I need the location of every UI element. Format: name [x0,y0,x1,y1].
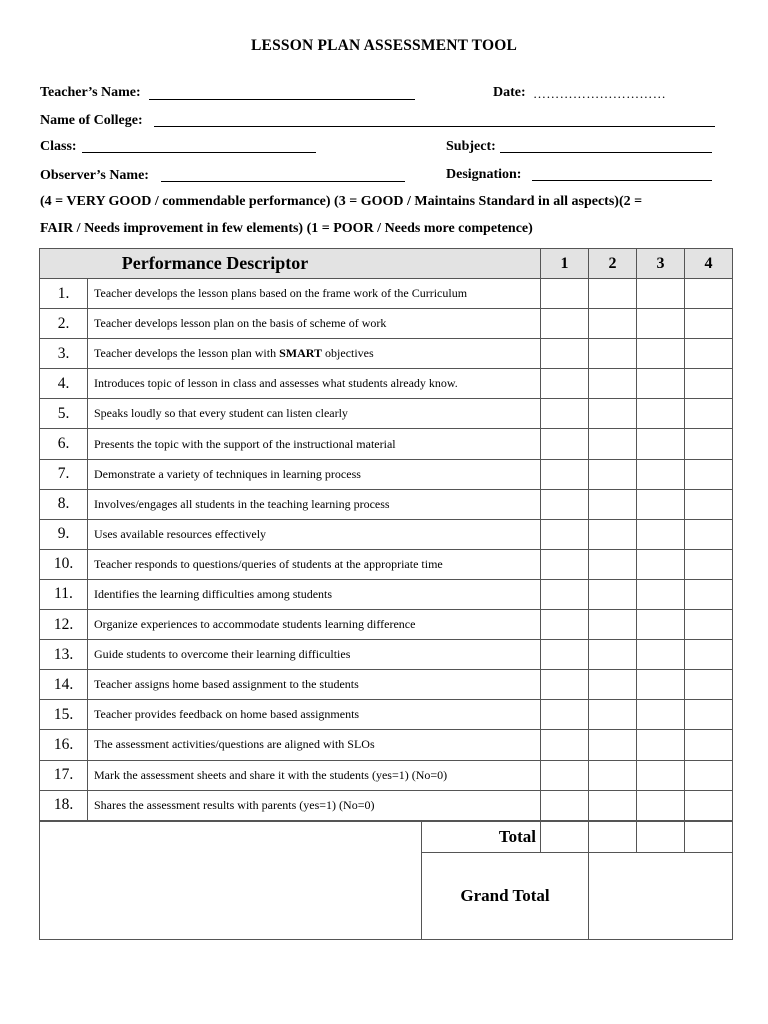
comments-box[interactable] [40,822,422,940]
table-row [40,489,733,519]
score-cell-4[interactable] [685,429,733,459]
row-number: 16. [40,730,88,760]
row-number: 13. [40,640,88,670]
row-descriptor: Teacher provides feedback on home based assignments [88,700,541,730]
score-cell-2[interactable] [589,309,637,339]
score-cell-2[interactable] [589,579,637,609]
score-cell-2[interactable] [589,489,637,519]
score-cell-3[interactable] [637,700,685,730]
row-descriptor [88,339,541,369]
score-cell-3[interactable] [637,519,685,549]
row-descriptor: Teacher develops lesson plan on the basis of scheme of work [88,309,541,339]
score-cell-1[interactable] [541,459,589,489]
score-cell-4[interactable] [685,459,733,489]
score-cell-4[interactable] [685,279,733,309]
score-cell-3[interactable] [637,579,685,609]
assessment-table [39,248,733,821]
score-cell-1[interactable] [541,429,589,459]
class-field[interactable] [82,152,316,153]
observer-name-field[interactable] [161,181,405,182]
row-number: 10. [40,549,88,579]
date-label: Date: [493,85,526,100]
score-cell-3[interactable] [637,369,685,399]
score-cell-1[interactable] [541,309,589,339]
designation-field[interactable] [532,180,712,181]
table-header-row [40,249,733,279]
score-cell-2[interactable] [589,549,637,579]
score-cell-3[interactable] [637,399,685,429]
score-cell-1[interactable] [541,790,589,820]
row-descriptor: Uses available resources effectively [88,519,541,549]
score-cell-1[interactable] [541,700,589,730]
score-cell-4[interactable] [685,489,733,519]
score-cell-1[interactable] [541,489,589,519]
row-descriptor: Presents the topic with the support of the instructional material [88,429,541,459]
designation-label: Designation: [446,167,522,182]
class-label: Class: [40,139,77,154]
score-cell-2[interactable] [589,279,637,309]
table-row [40,279,733,309]
table-row [40,670,733,700]
row-descriptor: Teacher responds to questions/queries of students at the appropriate time [88,549,541,579]
score-cell-3[interactable] [637,610,685,640]
row-descriptor: Involves/engages all students in the teaching learning process [88,489,541,519]
score-cell-4[interactable] [685,640,733,670]
table-row [40,790,733,820]
college-field[interactable] [154,126,715,127]
score-cell-3[interactable] [637,549,685,579]
score-cell-3[interactable] [637,339,685,369]
table-row [40,610,733,640]
row-number: 18. [40,790,88,820]
total-row [40,822,733,853]
table-row [40,369,733,399]
score-cell-2[interactable] [589,640,637,670]
row-number: 17. [40,760,88,790]
score-cell-2[interactable] [589,519,637,549]
row-descriptor: Introduces topic of lesson in class and assesses what students already know. [88,369,541,399]
subject-field[interactable] [500,152,712,153]
row-number: 1. [40,279,88,309]
row-number: 4. [40,369,88,399]
teacher-name-field[interactable] [149,99,415,100]
score-cell-1[interactable] [541,369,589,399]
table-row [40,339,733,369]
table-row [40,399,733,429]
score-cell-4[interactable] [685,700,733,730]
row-descriptor: Guide students to overcome their learning difficulties [88,640,541,670]
score-cell-4[interactable] [685,670,733,700]
score-cell-3[interactable] [637,790,685,820]
score-cell-3[interactable] [637,279,685,309]
score-header-3: 3 [637,249,685,279]
score-header-2: 2 [589,249,637,279]
table-row [40,519,733,549]
score-cell-2[interactable] [589,700,637,730]
row-descriptor: Mark the assessment sheets and share it with the students (yes=1) (No=0) [88,760,541,790]
total-cell-1[interactable] [541,822,589,853]
score-cell-3[interactable] [637,309,685,339]
score-cell-1[interactable] [541,670,589,700]
score-cell-1[interactable] [541,640,589,670]
teacher-name-label: Teacher’s Name: [40,85,141,100]
score-cell-2[interactable] [589,760,637,790]
table-row [40,730,733,760]
score-cell-4[interactable] [685,369,733,399]
total-cell-2[interactable] [589,822,637,853]
row-descriptor: Demonstrate a variety of techniques in learning process [88,459,541,489]
score-cell-3[interactable] [637,670,685,700]
observer-name-label: Observer’s Name: [40,168,149,183]
row-number: 8. [40,489,88,519]
table-row [40,429,733,459]
row-descriptor: Teacher assigns home based assignment to the students [88,670,541,700]
score-cell-4[interactable] [685,309,733,339]
score-cell-1[interactable] [541,339,589,369]
score-cell-3[interactable] [637,429,685,459]
score-cell-1[interactable] [541,399,589,429]
table-row [40,309,733,339]
score-cell-1[interactable] [541,279,589,309]
row-number: 2. [40,309,88,339]
total-cell-4[interactable] [685,822,733,853]
row-number: 14. [40,670,88,700]
score-cell-1[interactable] [541,730,589,760]
table-row [40,459,733,489]
totals-table [39,821,733,940]
row-number: 15. [40,700,88,730]
score-cell-4[interactable] [685,579,733,609]
rating-key-line-2: FAIR / Needs improvement in few elements) (1 = POOR / Needs more competence) [40,221,533,236]
score-cell-4[interactable] [685,339,733,369]
row-descriptor: Shares the assessment results with parents (yes=1) (No=0) [88,790,541,820]
row-number: 9. [40,519,88,549]
table-row [40,579,733,609]
score-cell-2[interactable] [589,790,637,820]
score-cell-4[interactable] [685,790,733,820]
table-row [40,700,733,730]
row-descriptor: Organize experiences to accommodate students learning difference [88,610,541,640]
total-cell-3[interactable] [637,822,685,853]
score-cell-2[interactable] [589,459,637,489]
score-cell-2[interactable] [589,369,637,399]
rating-key-line-1: (4 = VERY GOOD / commendable performance) (3 = GOOD / Maintains Standard in all aspects)(2 = [40,194,643,209]
score-cell-3[interactable] [637,459,685,489]
descriptor-text: objectives [322,346,374,361]
row-number: 7. [40,459,88,489]
score-cell-2[interactable] [589,339,637,369]
score-cell-2[interactable] [589,610,637,640]
row-number: 12. [40,610,88,640]
performance-descriptor-header: Performance Descriptor [40,249,541,279]
score-cell-2[interactable] [589,730,637,760]
grand-total-cell[interactable] [589,853,733,940]
row-descriptor: The assessment activities/questions are aligned with SLOs [88,730,541,760]
score-cell-3[interactable] [637,489,685,519]
score-cell-1[interactable] [541,760,589,790]
date-field[interactable]: ………………………… [533,86,666,101]
total-label: Total [422,822,541,853]
score-cell-1[interactable] [541,549,589,579]
descriptor-text: Teacher develops the lesson plan with [94,346,280,361]
score-cell-1[interactable] [541,579,589,609]
score-cell-4[interactable] [685,399,733,429]
row-number: 3. [40,339,88,369]
table-row [40,640,733,670]
score-cell-4[interactable] [685,549,733,579]
score-cell-1[interactable] [541,610,589,640]
score-header-4: 4 [685,249,733,279]
row-descriptor: Teacher develops the lesson plans based on the frame work of the Curriculum [88,279,541,309]
score-cell-3[interactable] [637,760,685,790]
score-cell-2[interactable] [589,429,637,459]
score-cell-1[interactable] [541,519,589,549]
grand-total-label: Grand Total [422,853,589,940]
table-row [40,760,733,790]
score-cell-2[interactable] [589,670,637,700]
score-cell-4[interactable] [685,730,733,760]
descriptor-bold-text: SMART [279,346,323,361]
row-descriptor: Speaks loudly so that every student can listen clearly [88,399,541,429]
score-header-1: 1 [541,249,589,279]
score-cell-4[interactable] [685,610,733,640]
form-title: LESSON PLAN ASSESSMENT TOOL [251,37,517,54]
row-number: 11. [40,579,88,609]
subject-label: Subject: [446,139,496,154]
row-number: 6. [40,429,88,459]
college-label: Name of College: [40,113,143,128]
row-descriptor: Identifies the learning difficulties among students [88,579,541,609]
row-number: 5. [40,399,88,429]
score-cell-3[interactable] [637,640,685,670]
table-row [40,549,733,579]
score-cell-2[interactable] [589,399,637,429]
score-cell-3[interactable] [637,730,685,760]
score-cell-4[interactable] [685,760,733,790]
score-cell-4[interactable] [685,519,733,549]
